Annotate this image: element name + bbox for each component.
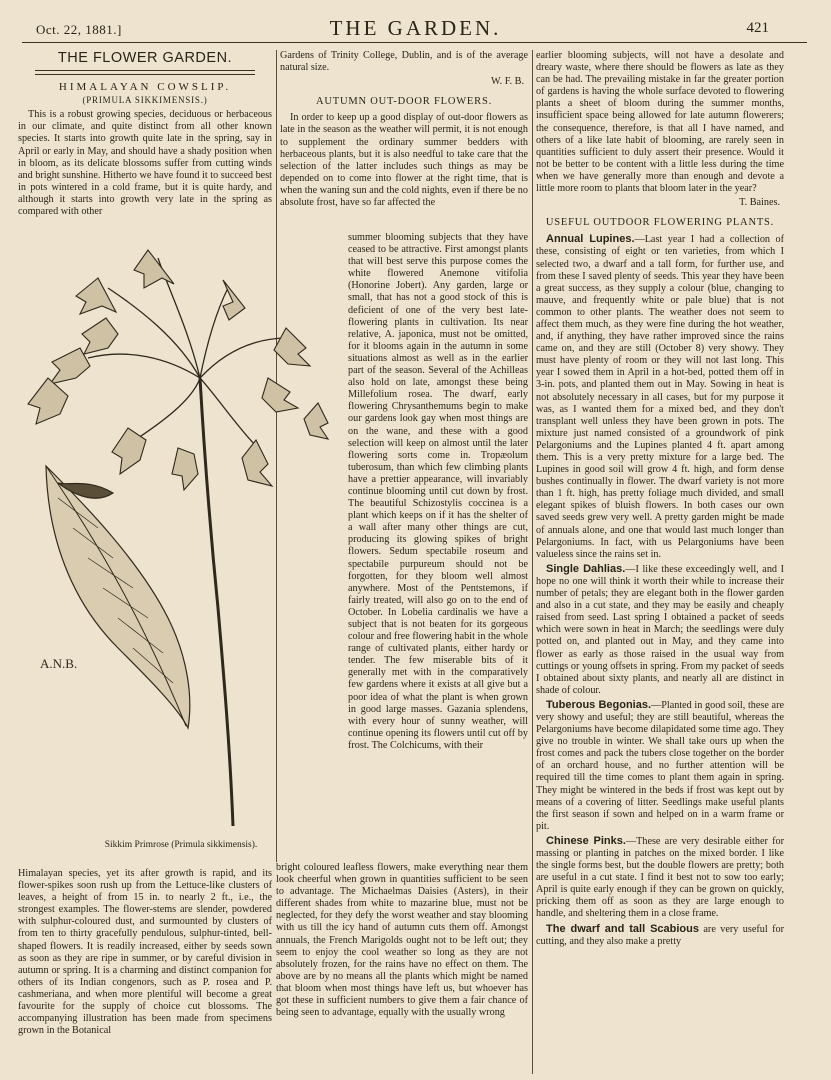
artist-monogram: A.N.B. (40, 656, 78, 671)
column-2-narrow (348, 232, 528, 754)
primula-illustration (18, 228, 344, 838)
column-1-bottom (18, 868, 272, 1039)
figure-caption: Sikkim Primrose (Primula sikkimensis). (104, 840, 258, 850)
section-title-rule (35, 70, 255, 75)
column-2-top (280, 50, 528, 211)
article-paragraph: In order to keep up a good display of out-door flowers as late in the season as the weather will permit, it is not enough to supplement the ordinary summer bedders with herbaceous plants, but it is also needful to take care that the selection of the latter includes such things as may be depended on to come into flower at the right time, that is when the waning sun and the cold nights, even if there be no absolute frost, have so far affected the (280, 112, 528, 209)
article-paragraph (536, 835, 784, 921)
paragraph-text: are very useful for cutting, and they also make a pretty (536, 923, 784, 947)
run-in-heading: The dwarf and tall Scabious (546, 922, 699, 935)
article-title: AUTUMN OUT-DOOR FLOWERS. (315, 96, 493, 108)
article-paragraph: Himalayan species, yet its after growth is rapid, and its flower-spikes soon rush up from the Lettuce-like clusters of leaves, a height of from 15 in. to nearly 2 ft., i.e., the strongest examples. The flower-stems are slender, powdered with sulphur-coloured dust, and surmounted by clusters of from ten to thirty gracefully pendulous, sulphur-tinted, bell-shaped flowers. It is readily increased, either by seeds sown as soon as they are ripe in summer, or by careful division in autumn or spring. It is a charming and distinct companion for others of its Indian congenors, such as P. rosea and P. cashmeriana, and when more plentiful will become a great favourite for the supply of choice cut blossoms. The accompanying illustration has been made from specimens grown in the Botanical (18, 868, 272, 1037)
article-paragraph (536, 233, 784, 561)
column-2-bottom (276, 862, 528, 1021)
article-paragraph: Gardens of Trinity College, Dublin, and is of the average natural size. (280, 50, 528, 74)
run-in-heading: Chinese Pinks. (546, 834, 626, 847)
publication-title: THE GARDEN. (329, 16, 502, 40)
paragraph-text: —These are very desirable either for massing or planting in patches on the mixed border. I like the single forms best, but the double flowers are pretty; both are useful in a cut state. I find it best not to sow too early; April is quite early enough if they can be grown on quickly, pricking them off as soon as they are large enough to handle, and sheltering them in a close frame. (536, 835, 784, 920)
article-title: HIMALAYAN COWSLIP. (58, 81, 232, 94)
page-header (0, 0, 831, 44)
article-paragraph (536, 699, 784, 833)
paragraph-text: —I like these exceedingly well, and I hope no one will think it worth their while to increase their number of petals; they are elegant both in the flower garden and also in a cut state, and they may be easily and cheaply raised from seed. Last spring I obtained a packet of seeds which were sown in heat in March; the seedlings were duly potted on, and planted out in May, and they came into flower as early as those raised in the usual way from cuttings or young offsets in spring. From my packet of seeds I obtained about sixty plants, and nearly all are distinct in shade of colour. (536, 563, 784, 696)
article-paragraph (536, 923, 784, 948)
run-in-heading: Annual Lupines. (546, 233, 635, 246)
article-title: USEFUL OUTDOOR FLOWERING PLANTS. (545, 217, 775, 229)
run-in-heading: Tuberous Begonias. (546, 698, 652, 711)
paragraph-text: —Planted in good soil, these are very showy and useful; they are still beautiful, whereas the Pelargoniums have become dilapidated some time ago. They give no trouble in winter. We shall take ours up when the frost comes and pack the tubers close together on the border of an orchard house, and no further attention will be required till the time comes to plant them again in spring. They might be wintered in the beds if frost was kept out by means of a covering of litter. Seedlings make useful plants the first season if sown and helped on in a warm frame or pit. (536, 699, 784, 832)
article-paragraph: This is a robust growing species, deciduous or herbaceous in our climate, and quite distinct from all other known species. It starts into growth quite late in the spring, say in April or early in May, and should have a shady position when in bloom, as its delicate blossoms suffer from cutting winds and bright sunshine. Hitherto we have found it to succeed best in pots wintered in a cold frame, but it is quite hardy, and although it starts into growth very late in the spring as compared with other (18, 109, 272, 218)
article-signature: W. F. B. (490, 76, 524, 88)
column-divider (532, 50, 533, 1074)
column-3 (536, 50, 784, 950)
column-1-top (18, 50, 272, 220)
article-paragraph: earlier blooming subjects, will not have a desolate and dreary waste, where there should be flowers as late as they can be had. The prevailing mistake in far the greater portion of gardens is having the whole surface devoted to flowering plants a sheet of bloom during the summer months, insufficient space being allowed for late autumn flowerers; the consequence, therefore, is that all I have named, and others of a like late habit of blooming, are rarely seen in quantities sufficient to duly assert their presence. Would it not be better to be content with a little less during the time when we have generally more than enough and devote a little more room to plants that bloom later in the year? (536, 50, 784, 195)
article-subtitle: (PRIMULA SIKKIMENSIS.) (82, 95, 208, 106)
section-title: THE FLOWER GARDEN. (57, 50, 233, 66)
article-signature: T. Baines. (739, 197, 780, 209)
article-paragraph: bright coloured leafless flowers, make everything near them look cheerful when grown in quantities sufficient to be seen to advantage. The Michaelmas Daisies (Asters), in their different shades from white to mazarine blue, must not be neglected, for they defy the worst weather and stay blooming with us till the icy hand of autumn cuts them off. Amongst annuals, the French Marigolds ought not to be left out; they seem to enjoy the cool weather so long as they are not absolutely frozen, for the rains have no effect on them. The above are by no means all the plants which might be named that bloom when most things have left us, but whoever has got these in sufficient numbers to give them a fair chance of being seen to advantage, equally with the usually wrong (276, 862, 528, 1019)
header-rule (22, 42, 807, 43)
article-paragraph: summer blooming subjects that they have ceased to be attractive. First amongst plants that will best serve this purpose comes the white flowered Anemone vitifolia (Honorine Jobert). Any garden, large or small, that has not a good stock of this is deficient of one of the very best late-flowering plants in cultivation. Its near relative, A. japonica, must not be omitted, for it blooms again in the autumn in some situations almost as well as in the earlier part of the season. Several of the Achilleas also hold on late, amongst these being Millefolium rosea. The dwarf, early flowering Chrysanthemums begin to make our gardens look gay when most things are on the wane, and these with a good selection will keep on almost until the later flowering sorts come in. Tropæolum tuberosum, than which few climbing plants have a prettier appearance, will invariably continue blooming until cut down by frost. The beautiful Schizostylis coccinea is a plant which keeps on if it has the shelter of a wall after many other things are cut, producing its glowing spikes of bright flowers. Sedum spectabile roseum and spectabile purpureum should not be forgotten, for they bloom well almost anywhere. Most of the Pentstemons, if fairly treated, will also go on to the end of October. In Lobelia cardinalis we have a subject that is not beaten for its gorgeous colour and free flowering habit in the whole range of cultivated plants, either hardy or tender. The few miserable bits of it generally met with in the comparatively few gardens where it exists at all give but a poor idea of what the plant is when grown in good large masses. Gazania splendens, with every hour of sunny weather, will continue opening its flowers until cut off by frost. The Colchicums, with their (348, 232, 528, 751)
article-paragraph (536, 563, 784, 697)
illustration (18, 228, 344, 868)
run-in-heading: Single Dahlias. (546, 562, 626, 575)
issue-date: Oct. 22, 1881.] (36, 22, 122, 37)
page-number: 421 (746, 20, 769, 36)
paragraph-text: —Last year I had a collection of these, consisting of eight or ten varieties, from which I selected two, a dwarf and a tall form, for further use, and from these I saved plenty of seeds. This year they have been a great success, as they supply a colour (blue, changing to mauve, and frequently white or pale blue) that is not common to other plants. The weather does not seem to affect them much, as they were fine during the hot weather, and, if anything, they have rather improved since the rains came on, and they are still (October 8) very showy. They must have plenty of room or they will not last long. This year I sowed them in April in a hot-bed, potted them off in 3-in. pots, and planted them out in May. Sowing in heat is not absolutely necessary in all cases, but for my purpose it was, as I wanted them for a mixed bed, and they don't transplant well unless they have been grown in pots. The mixture just named consisted of a groundwork of pink Pelargoniums and the Lupines planted 4 ft. apart among them. This is a very pretty mixture for a large bed. The Lupines in good soil will grow 4 ft. high, and form dense bushes continually in flower. The dwarf variety is not more than 1 ft. high, has pretty foliage much divided, and small elegant spikes of bluish flowers. In both cases our own saved seeds grew very well. A pretty garden might be made of annuals alone, and one that would last much longer than Pelargoniums. In fact, with us Pelargoniums have been valueless since the rains set in. (536, 234, 784, 560)
